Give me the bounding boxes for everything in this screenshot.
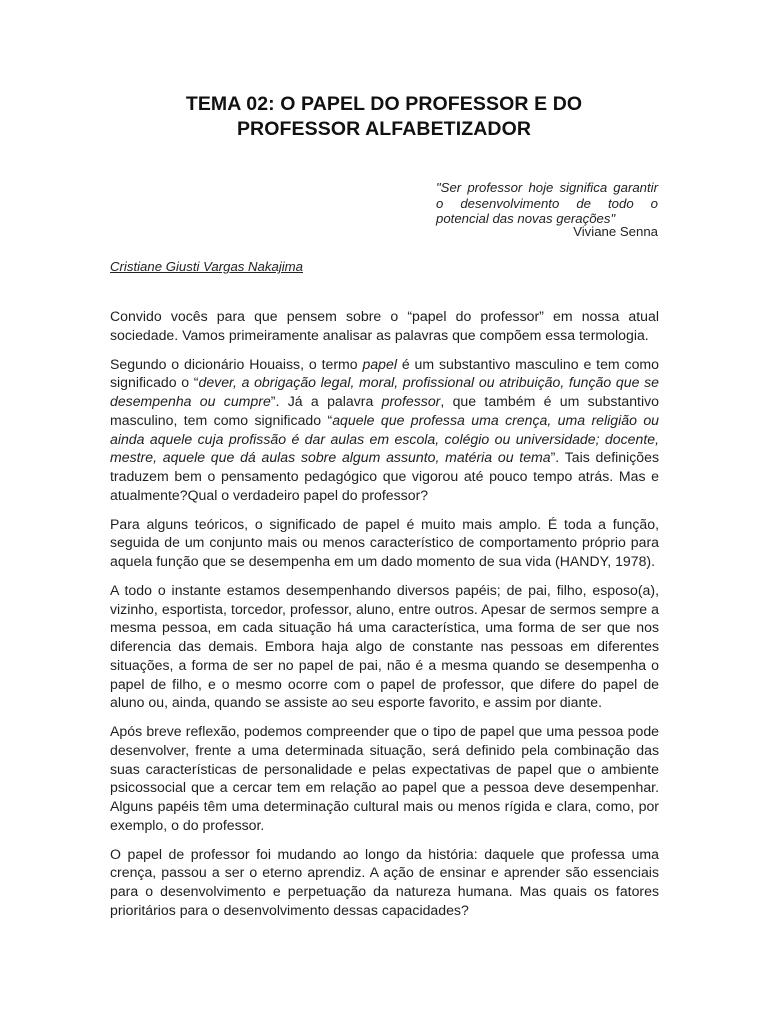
text-segment: O papel de professor foi mudando ao longo da história: daquele que professa uma crença, passou a ser o eterno aprendiz. A ação de ensinar e aprender são essenciais para o desenvolvimento e perpetuação da natureza humana. Mas quais os fatores prioritários para o desenvolvimento dessas capacidades? (110, 845, 659, 918)
page-title (110, 92, 658, 142)
text-segment: ”. Tais definições traduzem bem o pensamento pedagógico que vigorou até pouco tempo atrás. Mas e atualmente?Qual o verdadeiro papel do professor? (110, 449, 659, 503)
author-name: Cristiane Giusti Vargas Nakajima (110, 259, 303, 274)
text-segment: ”. Já a palavra (270, 393, 382, 410)
text-segment: Para alguns teóricos, o significado de papel é muito mais amplo. É toda a função, seguida de um conjunto mais ou menos característico de comportamento próprio para aquela função que se desempenha em um dado momento de sua vida (HANDY, 1978). (110, 515, 659, 570)
text-segment: A todo o instante estamos desempenhando diversos papéis; de pai, filho, esposo(a), vizinho, esportista, torcedor, professor, aluno, entre outros. Apesar de sermos sempre a mesma pessoa, em cada situação há uma característica, uma forma de ser que nos diferencia das demais. Embora haja algo de constante nas pessoas em diferentes situações, a forma de ser no papel de pai, não é a mesma quando se desempenha o papel de filho, e o mesmo ocorre com o papel de professor, que difere do papel de aluno ou, ainda, quando se assiste ao seu esporte favorito, e assim por diante. (110, 582, 659, 711)
title-line-2: PROFESSOR ALFABETIZADOR (236, 118, 532, 140)
epigraph-quote: "Ser professor hoje significa garantir o desenvolvimento de todo o potencial das novas gerações" (436, 180, 658, 227)
text-segment: Após breve reflexão, podemos compreender que o tipo de papel que uma pessoa pode desenvolver, frente a uma determinada situação, será definido pela combinação das suas características de personalidade e pelas expectativas de papel que o ambiente psicossocial que a cercar tem em relação ao papel que a pessoa deve desempenhar. Alguns papéis têm uma determinação cultural mais ou menos rígida e clara, como, por exemplo, o do professor. (110, 723, 659, 833)
paragraph (110, 845, 659, 920)
paragraph (110, 307, 659, 344)
text-segment: é um substantivo masculino e tem como significado o “ (110, 355, 659, 391)
italic-text: papel (362, 355, 397, 372)
paragraph (110, 722, 659, 834)
text-segment: , que também é um substantivo masculino, tem como significado “ (110, 393, 659, 428)
text-segment: Segundo o dicionário Houaiss, o termo (110, 355, 363, 372)
paragraph (110, 581, 659, 712)
body-text (110, 307, 659, 920)
italic-text: dever, a obrigação legal, moral, profissional ou atribuição, função que se desempenha ou cumpre (110, 374, 659, 410)
italic-text: aquele que professa uma crença, uma religião ou ainda aquele cuja profissão é dar aulas em escola, colégio ou universidade; docente, mestre, aquele que dá aulas sobre algum assunto, matéria ou tema (110, 411, 659, 466)
title-line-1: TEMA 02: O PAPEL DO PROFESSOR E DO (185, 93, 583, 115)
epigraph-author: Viviane Senna (573, 224, 658, 239)
italic-text: professor (381, 393, 441, 410)
text-segment: Convido vocês para que pensem sobre o “papel do professor” em nossa atual sociedade. Vamos primeiramente analisar as palavras que compõem essa termologia. (110, 308, 659, 343)
paragraph (110, 355, 659, 505)
paragraph (110, 515, 659, 571)
